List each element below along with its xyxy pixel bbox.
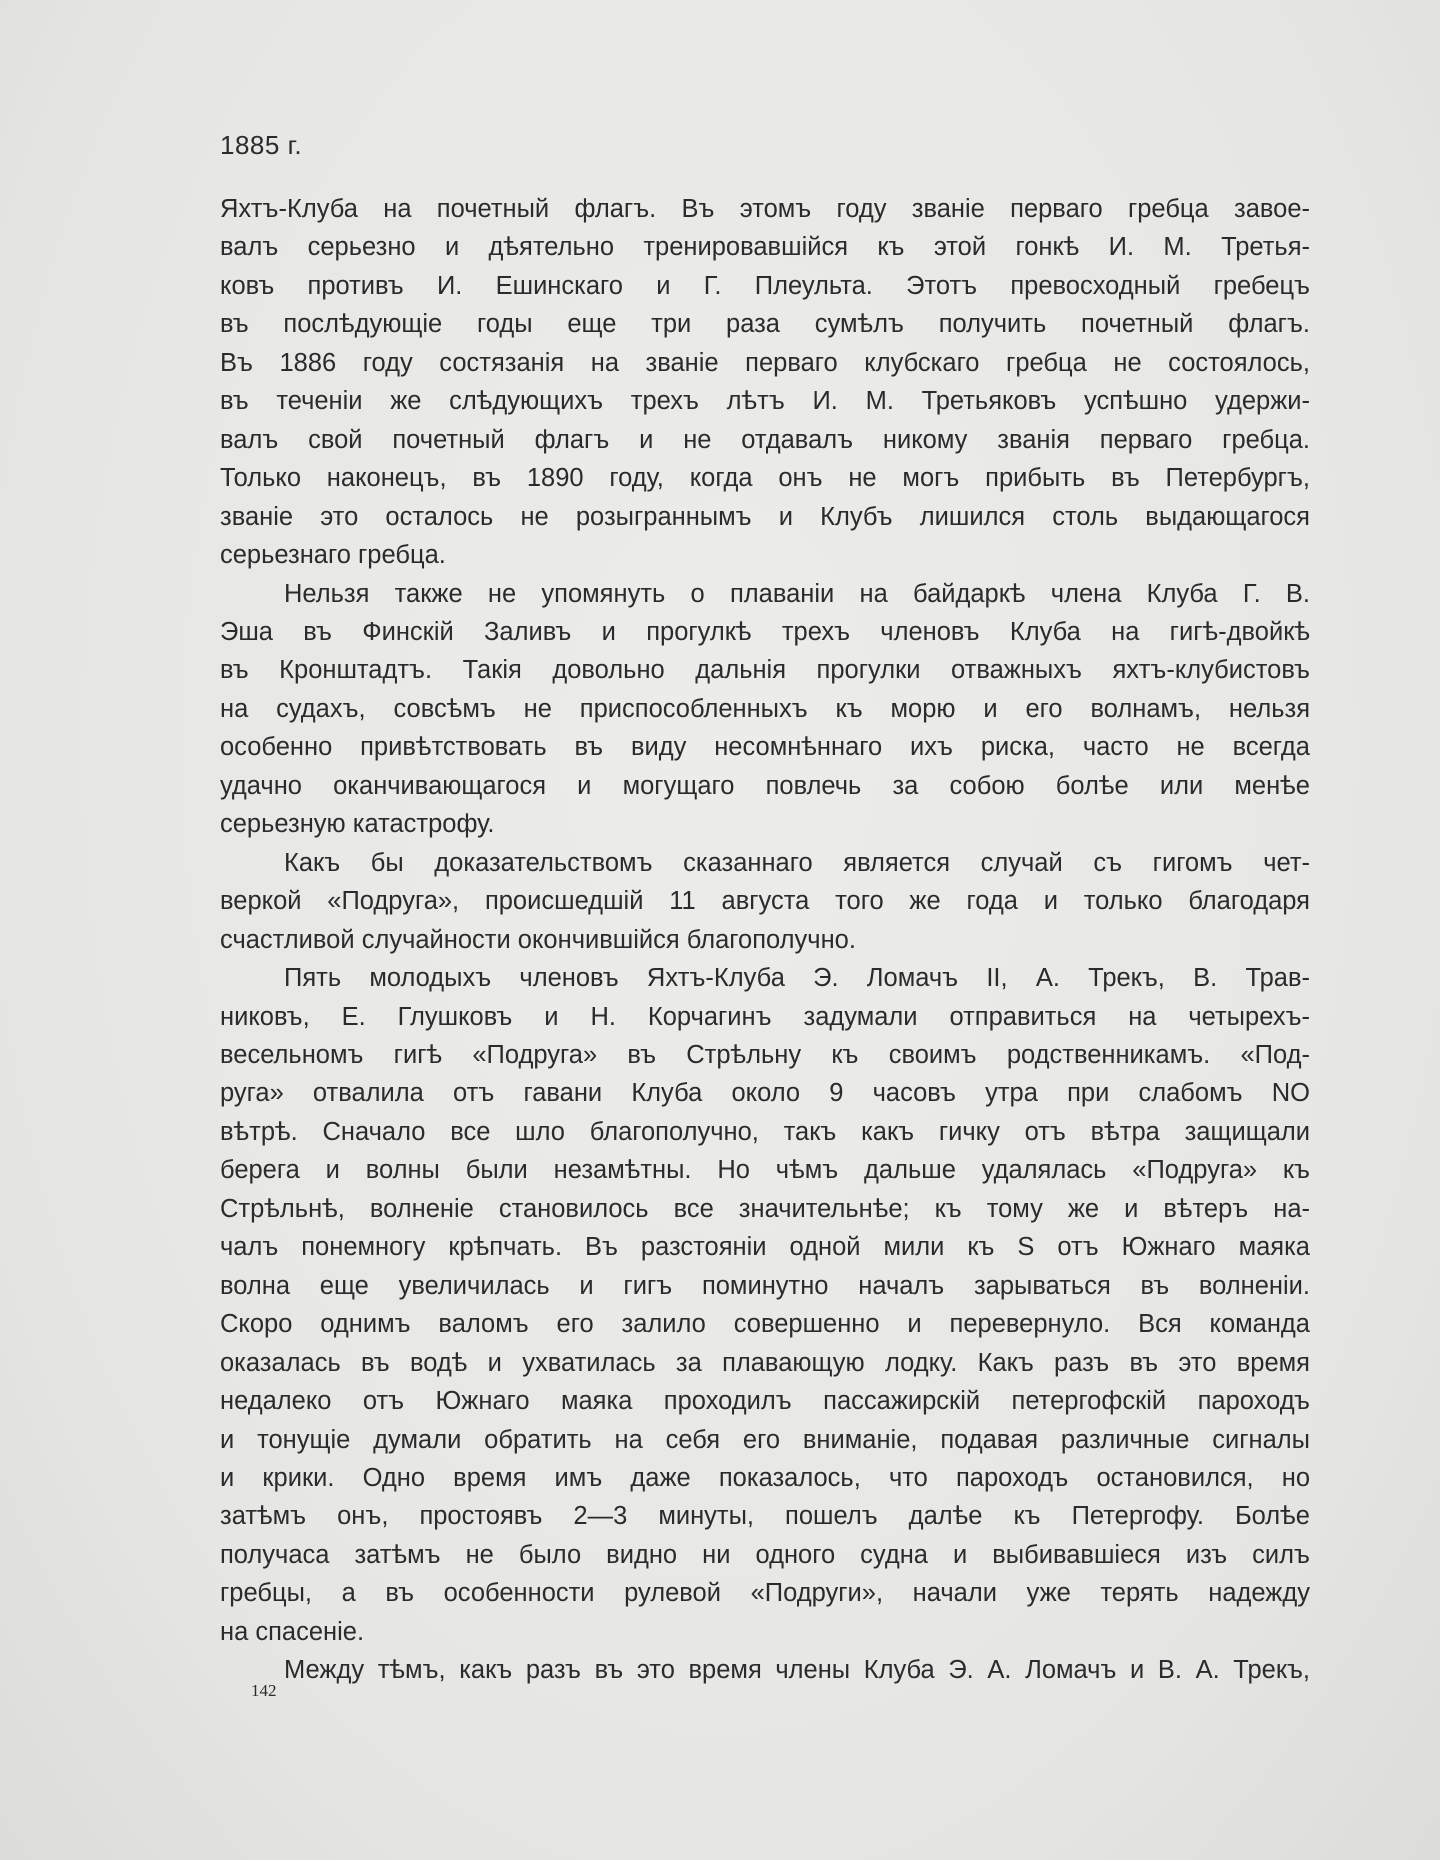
text-line: и крики. Одно время имъ даже показалось, что пароходъ остановился, но (220, 1463, 1310, 1492)
text-line: Эша въ Финскій Заливъ и прогулкѣ трехъ членовъ Клуба на гигѣ-двойкѣ (220, 617, 1310, 646)
page-number: 142 (251, 1681, 277, 1700)
paragraph (220, 959, 1310, 1651)
text-line: въ Кронштадтъ. Такія довольно дальнія прогулки отважныхъ яхтъ-клубистовъ (220, 656, 1310, 685)
text-line: затѣмъ онъ, простоявъ 2—3 минуты, пошелъ далѣе къ Петергофу. Болѣе (220, 1502, 1310, 1531)
text-line: валъ свой почетный флагъ и не отдавалъ никому званія перваго гребца. (220, 425, 1310, 454)
text-line: никовъ, Е. Глушковъ и Н. Корчагинъ задумали отправиться на четырехъ- (220, 1002, 1310, 1031)
paragraph (220, 190, 1310, 575)
text-line: ковъ противъ И. Ешинскаго и Г. Плеульта. Этотъ превосходный гребецъ (220, 271, 1310, 300)
text-line: и тонущіе думали обратить на себя его вниманіе, подавая различные сигналы (220, 1425, 1310, 1454)
paragraph (220, 1651, 1310, 1689)
text-line: гребцы, а въ особенности рулевой «Подруги», начали уже терять надежду (220, 1579, 1310, 1608)
text-line: берега и волны были незамѣтны. Но чѣмъ дальше удалялась «Подруга» къ (220, 1156, 1310, 1185)
text-line: волна еще увеличилась и гигъ поминутно началъ зарываться въ волненіи. (220, 1271, 1310, 1300)
text-line: оказалась въ водѣ и ухватилась за плавающую лодку. Какъ разъ въ это время (220, 1348, 1310, 1377)
text-line: Между тѣмъ, какъ разъ въ это время члены Клуба Э. А. Ломачъ и В. А. Трекъ, (284, 1656, 1310, 1685)
text-line: Яхтъ-Клуба на почетный флагъ. Въ этомъ году званіе перваго гребца завое- (220, 195, 1310, 223)
text-line: серьезную катастрофу. (220, 810, 495, 839)
text-line: Пять молодыхъ членовъ Яхтъ-Клуба Э. Ломачъ II, А. Трекъ, В. Трав- (284, 964, 1310, 993)
text-line: особенно привѣтствовать въ виду несомнѣннаго ихъ риска, часто не всегда (220, 733, 1310, 762)
text-line: счастливой случайности окончившійся благополучно. (220, 925, 856, 954)
text-line: на спасеніе. (220, 1617, 365, 1646)
text-line: вѣтрѣ. Сначало все шло благополучно, такъ какъ гичку отъ вѣтра защищали (220, 1117, 1310, 1146)
text-line: чалъ понемногу крѣпчать. Въ разстояніи одной мили къ S отъ Южнаго маяка (220, 1233, 1310, 1262)
text-line: въ теченіи же слѣдующихъ трехъ лѣтъ И. М. Третьяковъ успѣшно удержи- (220, 387, 1310, 416)
text-line: серьезнаго гребца. (220, 541, 446, 570)
text-line: на судахъ, совсѣмъ не приспособленныхъ къ морю и его волнамъ, нельзя (220, 694, 1310, 723)
text-line: валъ серьезно и дѣятельно тренировавшійся къ этой гонкѣ И. М. Третья- (220, 233, 1310, 262)
paragraph (220, 575, 1310, 844)
text-line: весельномъ гигѣ «Подруга» въ Стрѣльну къ своимъ родственникамъ. «Под- (220, 1040, 1310, 1069)
text-line: недалеко отъ Южнаго маяка проходилъ пассажирскій петергофскій пароходъ (220, 1387, 1310, 1416)
paragraph (220, 844, 1310, 959)
text-line: званіе это осталось не розыграннымъ и Клубъ лишился столь выдающагося (220, 502, 1310, 531)
text-line: Какъ бы доказательствомъ сказаннаго является случай съ гигомъ чет- (284, 848, 1310, 877)
text-line: Стрѣльнѣ, волненіе становилось все значительнѣе; къ тому же и вѣтеръ на- (220, 1194, 1310, 1223)
text-line: въ послѣдующіе годы еще три раза сумѣлъ получить почетный флагъ. (220, 310, 1310, 339)
text-line: получаса затѣмъ не было видно ни одного судна и выбивавшіеся изъ силъ (220, 1540, 1310, 1569)
text-line: руга» отвалила отъ гавани Клуба около 9 часовъ утра при слабомъ NO (220, 1079, 1310, 1108)
text-line: удачно оканчивающагося и могущаго повлечь за собою болѣе или менѣе (220, 771, 1310, 800)
text-line: веркой «Подруга», происшедшій 11 августа того же года и только благодаря (220, 887, 1310, 916)
text-line: Только наконецъ, въ 1890 году, когда онъ не могъ прибыть въ Петербургъ, (220, 464, 1310, 493)
text-line: Нельзя также не упомянуть о плаваніи на байдаркѣ члена Клуба Г. В. (284, 579, 1310, 608)
text-line: Скоро однимъ валомъ его залило совершенно и перевернуло. Вся команда (220, 1310, 1310, 1339)
body-text (220, 190, 1310, 1690)
running-head-year: 1885 г. (220, 130, 303, 160)
text-line: Въ 1886 году состязанія на званіе перваго клубскаго гребца не состоялось, (220, 348, 1310, 377)
